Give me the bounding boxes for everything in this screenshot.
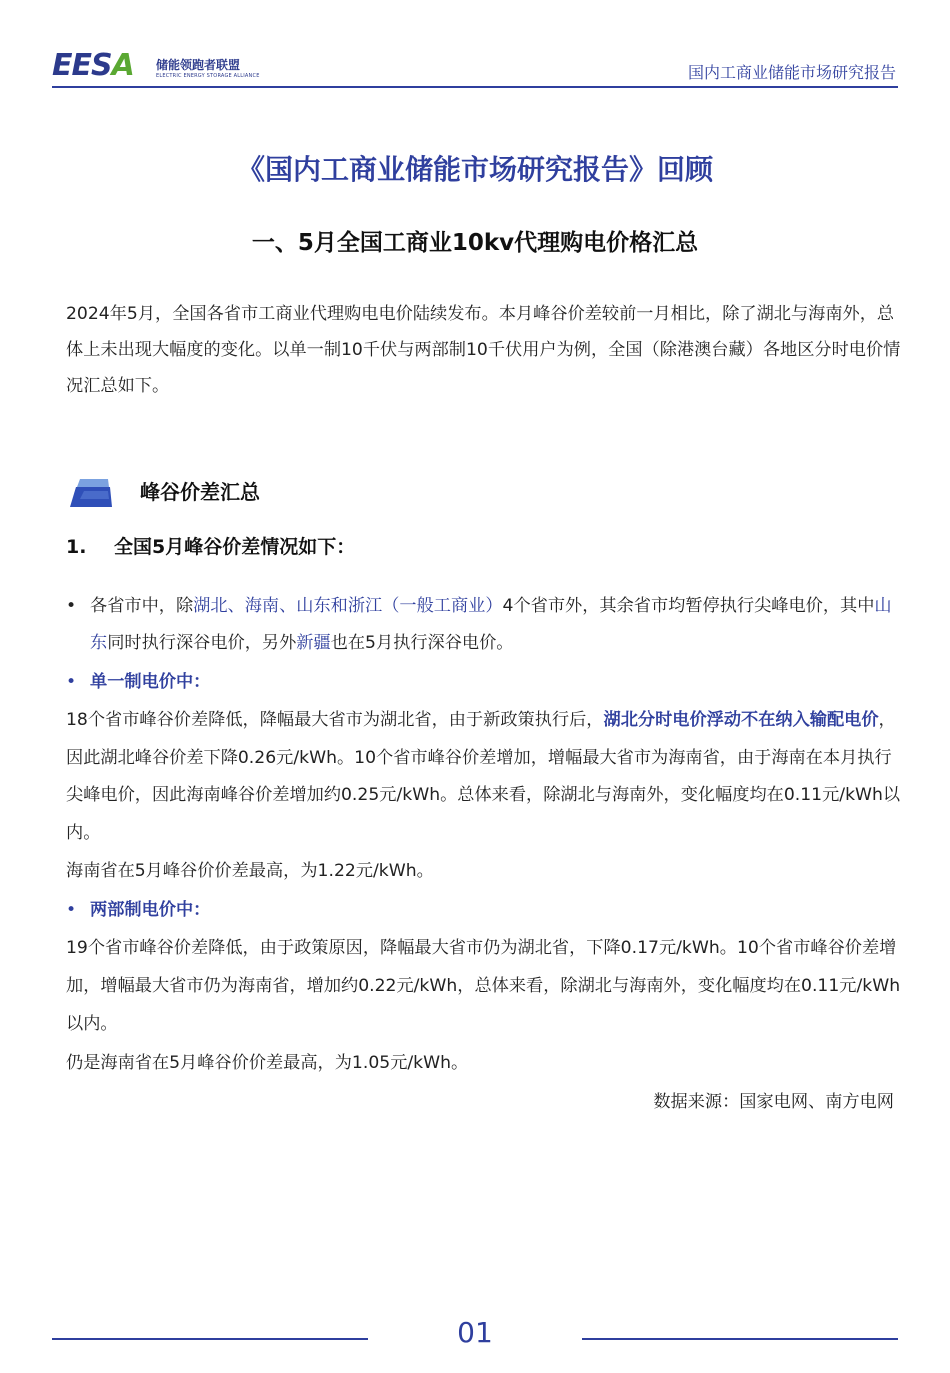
section-title: 一、5月全国工商业10kv代理购电价格汇总 (251, 230, 699, 256)
single-price-label: 单一制电价中： (90, 672, 211, 692)
list-item-label (66, 892, 902, 929)
highlight-xinjiang: 新疆 (296, 633, 331, 653)
highlight-regions: 湖北、海南、山东和浙江（一般工商业） (193, 596, 503, 616)
heading-number: 1. (66, 536, 87, 558)
text-run: 也在5月执行深谷电价。 (330, 633, 514, 653)
bullet-dot: • (66, 672, 77, 692)
text-run: 同时执行深谷电价，另外 (107, 633, 297, 653)
intro-paragraph: 2024年5月，全国各省市工商业代理购电电价陆续发布。本月峰谷价差较前一月相比，除了湖北与海南外，总体上未出现大幅度的变化。以单一制10千伏与两部制10千伏用户为例，全国（除港澳台藏）各地区分时电价情况汇总如下。 (66, 304, 901, 396)
logo-text-b: A (111, 48, 134, 83)
text-run: 4个省市外，其余省市均暂停执行尖峰电价，其中 (502, 596, 875, 616)
two-part-price-summary: 仍是海南省在5月峰谷价价差最高，为1.05元/kWh。 (66, 1053, 469, 1073)
list-item-label (66, 664, 902, 701)
header-divider (52, 86, 898, 88)
two-part-price-paragraph: 19个省市峰谷价差降低，由于政策原因，降幅最大省市仍为湖北省，下降0.17元/kWh。10个省市峰谷价差增加，增幅最大省市仍为海南省，增加约0.22元/kWh，总体来看，除湖北与海南外，变化幅度均在0.11元/kWh以内。 (66, 938, 901, 1034)
logo (52, 50, 262, 86)
numbered-heading (66, 532, 355, 559)
single-price-paragraph (66, 702, 902, 852)
bullet-dot: • (66, 596, 77, 616)
text-run: 18个省市峰谷价差降低，降幅最大省市为湖北省，由于新政策执行后， (66, 710, 604, 730)
highlight-hubei-policy: 湖北分时电价浮动不在纳入输配电价 (603, 710, 879, 730)
section-heading: 峰谷价差汇总 (140, 480, 260, 504)
text-run: ，因此湖北峰谷价差下降0.26元/kWh。10个省市峰谷价差增加，增幅最大省市为海南省，由于海南在本月执行尖峰电价，因此海南峰谷价差增加约0.25元/kWh。总体来看，除湖北与海南外，变化幅度均在0.11元/kWh以内。 (66, 710, 901, 843)
logo-text-a: EES (52, 48, 112, 83)
highlight-shandong: 山东 (90, 596, 892, 653)
logo-cn: 储能领跑者联盟 (156, 58, 241, 72)
page-number: 01 (457, 1316, 493, 1349)
page-title: 《国内工商业储能市场研究报告》回顾 (236, 153, 713, 186)
report-title: 国内工商业储能市场研究报告 (687, 63, 896, 82)
two-part-price-label: 两部制电价中： (90, 900, 211, 920)
heading-text: 全国5月峰谷价差情况如下： (114, 536, 356, 558)
bullet-dot: • (66, 900, 77, 920)
section-icon (70, 477, 114, 509)
single-price-summary: 海南省在5月峰谷价价差最高，为1.22元/kWh。 (66, 861, 434, 881)
list-item (66, 588, 902, 662)
text-run: 各省市中，除 (90, 596, 194, 616)
logo-en: ELECTRIC ENERGY STORAGE ALLIANCE (156, 73, 260, 79)
data-source: 数据来源：国家电网、南方电网 (653, 1092, 894, 1112)
